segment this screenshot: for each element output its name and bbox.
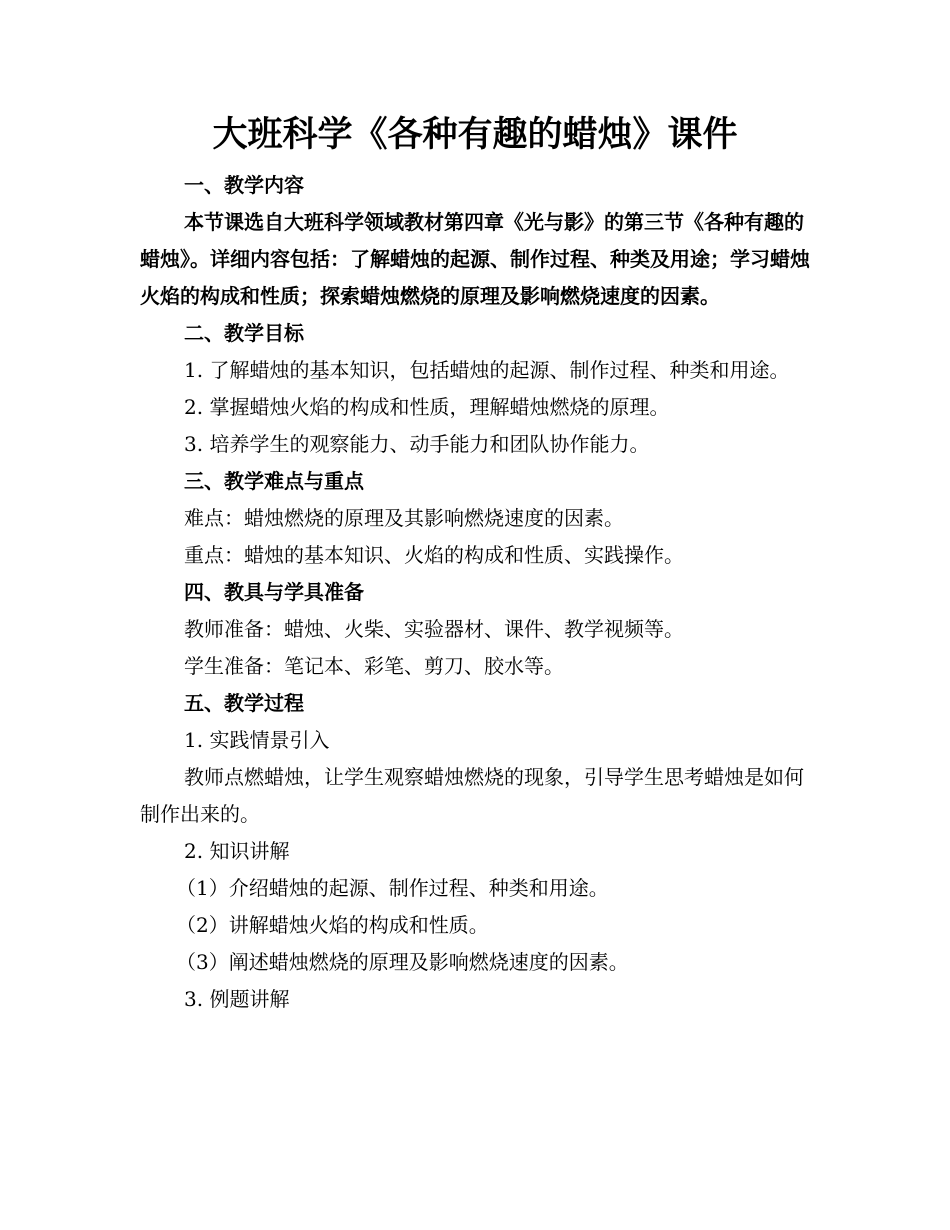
content-paragraph: 本节课选自大班科学领域教材第四章《光与影》的第三节《各种有趣的蜡烛》。详细内容包括：了解蜡烛的起源、制作过程、种类及用途；学习蜡烛火焰的构成和性质；探索蜡烛燃烧的原理及影响燃烧速度的因素。 bbox=[140, 210, 810, 308]
process-step-title: 2. 知识讲解 bbox=[184, 839, 290, 863]
section-heading-materials: 四、教具与学具准备 bbox=[184, 580, 364, 604]
process-subitem: （1）介绍蜡烛的起源、制作过程、种类和用途。 bbox=[176, 876, 609, 900]
page-title: 大班科学《各种有趣的蜡烛》课件 bbox=[212, 114, 738, 155]
student-materials: 学生准备：笔记本、彩笔、剪刀、胶水等。 bbox=[184, 654, 564, 678]
teacher-materials: 教师准备：蜡烛、火柴、实验器材、课件、教学视频等。 bbox=[184, 617, 684, 641]
focus-text: 重点：蜡烛的基本知识、火焰的构成和性质、实践操作。 bbox=[184, 543, 684, 567]
section-heading-process: 五、教学过程 bbox=[184, 691, 304, 715]
section-heading-objectives: 二、教学目标 bbox=[184, 321, 304, 345]
difficulty-text: 难点：蜡烛燃烧的原理及其影响燃烧速度的因素。 bbox=[184, 506, 624, 530]
objective-item: 1. 了解蜡烛的基本知识，包括蜡烛的起源、制作过程、种类和用途。 bbox=[184, 358, 790, 382]
process-step-title: 1. 实践情景引入 bbox=[184, 728, 330, 752]
section-heading-keypoints: 三、教学难点与重点 bbox=[184, 469, 364, 493]
process-subitem: （2）讲解蜡烛火焰的构成和性质。 bbox=[176, 913, 489, 937]
process-step-title: 3. 例题讲解 bbox=[184, 987, 290, 1011]
process-step-text: 教师点燃蜡烛，让学生观察蜡烛燃烧的现象，引导学生思考蜡烛是如何制作出来的。 bbox=[140, 765, 804, 826]
objective-item: 3. 培养学生的观察能力、动手能力和团队协作能力。 bbox=[184, 432, 650, 456]
document-body bbox=[140, 167, 810, 1018]
objective-item: 2. 掌握蜡烛火焰的构成和性质，理解蜡烛燃烧的原理。 bbox=[184, 395, 670, 419]
process-subitem: （3）阐述蜡烛燃烧的原理及影响燃烧速度的因素。 bbox=[176, 950, 629, 974]
section-heading-content: 一、教学内容 bbox=[184, 173, 304, 197]
